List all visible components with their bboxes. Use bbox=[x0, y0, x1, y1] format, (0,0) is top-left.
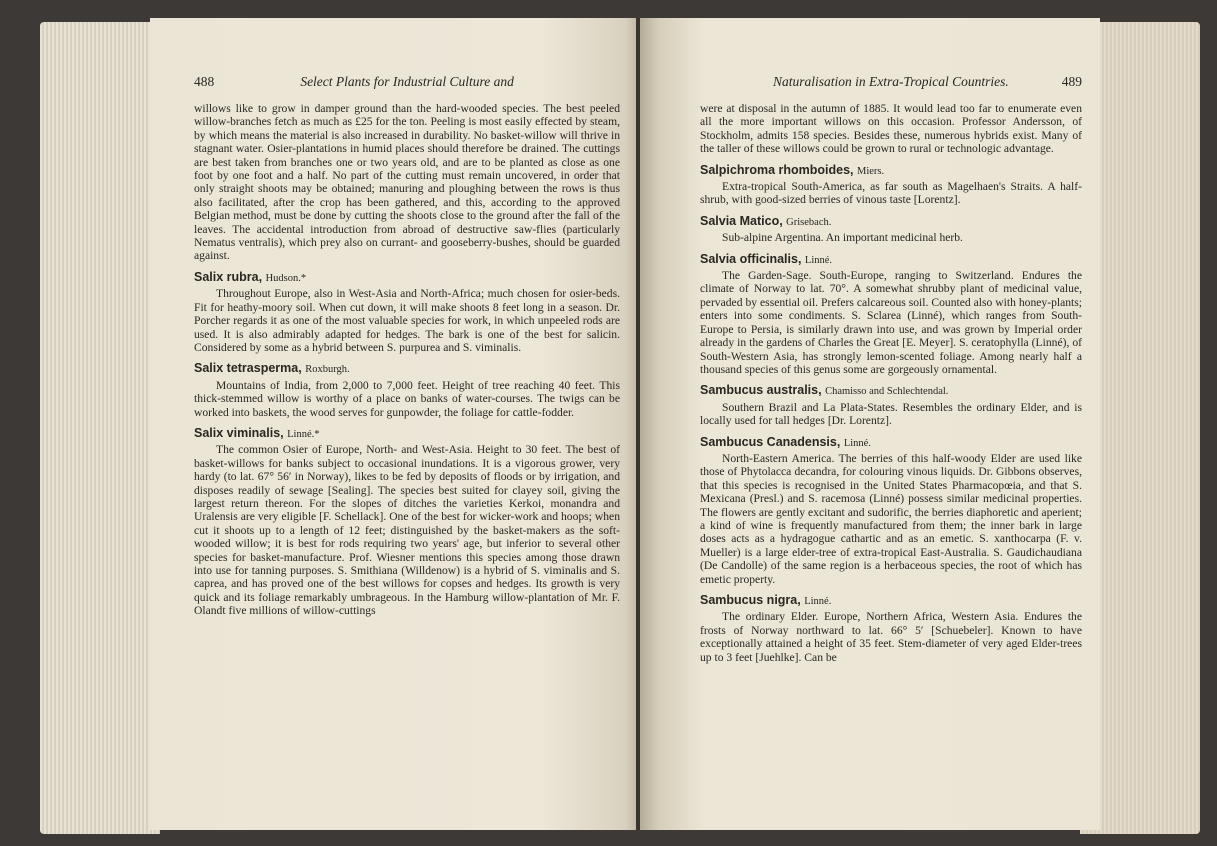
species-entry bbox=[700, 215, 1082, 245]
species-author: Linné. bbox=[804, 596, 832, 607]
species-heading bbox=[194, 271, 620, 285]
species-author: Hudson.* bbox=[265, 272, 307, 284]
species-entry bbox=[700, 594, 1082, 664]
species-author: Chamisso and Schlechtendal. bbox=[825, 386, 949, 398]
left-page bbox=[150, 18, 640, 830]
species-heading bbox=[700, 215, 1082, 229]
species-entry bbox=[700, 164, 1082, 207]
species-name: Salix rubra, bbox=[194, 269, 263, 284]
species-entry bbox=[194, 427, 620, 618]
species-description: Extra-tropical South-America, as far south as Magelhaen's Straits. A half-shrub, with good-sized berries of vinous taste [Lorentz]. bbox=[700, 180, 1082, 207]
species-description: North-Eastern America. The berries of this half-woody Elder are used like those of Phytolacca decandra, for colouring vinous liquids. Dr. Gibbons observes, that this species is recognised in the United States Pharmacopœia, and that S. Mexicana (Presl.) and S. racemosa (Linné) possess similar medicinal properties. The flowers are gently excitant and sudorific, the berries diaphoretic and aperient; a kind of wine is frequently manufactured from them; the inner bark in large doses acts as a hydragogue cathartic and as an emetic. S. xanthocarpa (F. v. Mueller) is a large elder-tree of extra-tropical East-Australia. S. Gaudichaudiana (De Candolle) of the same region is a herbaceous species, the root of which has emetic property. bbox=[700, 451, 1082, 586]
species-heading bbox=[700, 384, 1082, 398]
species-description: Throughout Europe, also in West-Asia and North-Africa; much chosen for osier-beds. Fit for heathy-moory soil. When cut down, it will make shoots 8 feet long in a season. Dr. Porcher regards it as one of the most valuable species for work, in which unpeeled rods are used. It is also admirably adapted for hedges. The bark is one of the best for salicin. Considered by some as a hybrid between S. purpurea and S. viminalis. bbox=[194, 287, 620, 354]
page-number: 488 bbox=[194, 74, 215, 89]
species-author: Linné. bbox=[843, 437, 871, 449]
species-heading bbox=[194, 427, 620, 441]
species-heading bbox=[700, 253, 1082, 267]
species-name: Sambucus Canadensis, bbox=[700, 434, 841, 449]
species-author: Linné. bbox=[804, 254, 833, 266]
species-description: Southern Brazil and La Plata-States. Resembles the ordinary Elder, and is locally used for tall hedges [Dr. Lorentz]. bbox=[700, 400, 1082, 428]
species-name: Salvia Matico, bbox=[700, 213, 783, 228]
species-name: Sambucus nigra, bbox=[700, 593, 801, 607]
species-author: Roxburgh. bbox=[305, 364, 350, 376]
running-title: Select Plants for Industrial Culture and bbox=[300, 74, 514, 89]
species-entry bbox=[700, 253, 1082, 377]
page-number: 489 bbox=[1061, 74, 1082, 89]
species-name: Salvia officinalis, bbox=[700, 251, 802, 266]
species-author: Linné.* bbox=[287, 428, 320, 440]
right-page-header bbox=[700, 74, 1082, 90]
right-page bbox=[640, 18, 1100, 830]
left-page-header bbox=[194, 74, 620, 90]
species-entry bbox=[700, 384, 1082, 427]
running-title: Naturalisation in Extra-Tropical Countries. bbox=[772, 74, 1009, 89]
species-name: Salix viminalis, bbox=[194, 425, 284, 440]
species-entry bbox=[194, 271, 620, 354]
species-entry bbox=[194, 362, 620, 419]
species-description: Mountains of India, from 2,000 to 7,000 feet. Height of tree reaching 40 feet. This thick-stemmed willow is worthy of a place on banks of water-courses. The twigs can be worked into baskets, the wood serves for gunpowder, the foliage for cattle-fodder. bbox=[194, 378, 620, 419]
species-description: The Garden-Sage. South-Europe, ranging to Switzerland. Endures the climate of Norway to lat. 70°. A somewhat shrubby plant of medicinal value, pervaded by essential oil. Prefers calcareous soil. Counted also with honey-plants; enters into some condiments. S. Sclarea (Linné), which ranges from South-Europe to Persia, is similarly drawn into use, and was grown by Imperial order already in the gardens of Charles the Great [E. Meyer]. S. ceratophylla (Linné), of South-Western Asia, has strongly lemon-scented foliage. Among nearly half a thousand species of this genus some are gorgeously ornamental. bbox=[700, 269, 1082, 376]
species-name: Salix tetrasperma, bbox=[194, 361, 302, 376]
species-description: The ordinary Elder. Europe, Northern Africa, Western Asia. Endures the frosts of Norway northward to lat. 66° 5′ [Schuebeler]. Known to have exceptionally attained a height of 35 feet. Stem-diameter of very aged Elder-trees up to 3 feet [Juehlke]. Can be bbox=[700, 610, 1082, 664]
species-entry bbox=[700, 436, 1082, 586]
species-heading bbox=[194, 362, 620, 376]
species-author: Grisebach. bbox=[786, 216, 832, 228]
species-author: Miers. bbox=[857, 165, 885, 177]
species-description: The common Osier of Europe, North- and West-Asia. Height to 30 feet. The best of basket-willows for banks subject to occasional inundations. It is a vigorous grower, very hardy (to lat. 67° 56′ in Norway), likes to be fed by deposits of floods or by irrigation, and disposes readily of sewage [Sealing]. The species best suited for clayey soil, giving the largest return thereon. For the slopes of ditches the varieties Kerkoi, monandra and Uralensis are very eligible [F. Schellack]. One of the best for wicker-work and hoops; when cut it shoots up to a length of 12 feet; distinguished by the basket-makers as the soft-wooded willow; it is best for rods requiring two years' age, but inferior to several other species for basket-manufacture. Prof. Wiesner mentions this species among those drawn into use for tanning purposes. S. Smithiana (Willdenow) is a hybrid of S. viminalis and S. caprea, and has proved one of the best willows for copses and hedges. Its growth is very quick and its foliage remarkably umbrageous. In the Hamburg willow-plantation of Mr. F. Olandt five millions of willow-cuttings bbox=[194, 443, 620, 618]
species-name: Salpichroma rhomboides, bbox=[700, 162, 854, 177]
species-heading bbox=[700, 594, 1082, 608]
species-name: Sambucus australis, bbox=[700, 383, 822, 398]
intro-paragraph: were at disposal in the autumn of 1885. It would lead too far to enumerate even all the more important willows on this occasion. Professor Andersson, of Stockholm, admits 158 species. Besides these, numerous hybrids exist. Many of the taller of these willows could be grown to rural or technologic advantage. bbox=[700, 102, 1082, 156]
species-heading bbox=[700, 164, 1082, 178]
species-description: Sub-alpine Argentina. An important medicinal herb. bbox=[722, 231, 963, 245]
right-page-body bbox=[700, 102, 1082, 664]
species-heading bbox=[700, 436, 1082, 450]
left-page-edges bbox=[40, 22, 160, 834]
intro-paragraph: willows like to grow in damper ground than the hard-wooded species. The best peeled willow-branches fetch as much as £25 for the ton. Peeling is most easily effected by steam, by which means the material is also increased in durability. No basket-willow will thrive in stagnant water. Osier-plantations in humid places should therefore be drained. The cuttings are best taken from branches one or two years old, and are to be planted as close as one foot by one foot and a half. No part of the cutting must remain uncovered, in order that only straight shoots may be obtained; manuring and ploughing between the rows is thus also facilitated, after the crop has been gathered, and this, according to the approved Belgian method, must be done by cutting the shoots close to the ground after the fall of the leaves. The accidental introduction from abroad of destructive saw-flies (particularly Nematus ventralis), which prey also on currant- and gooseberry-bushes, should be guarded against. bbox=[194, 102, 620, 263]
left-page-body bbox=[194, 102, 620, 618]
